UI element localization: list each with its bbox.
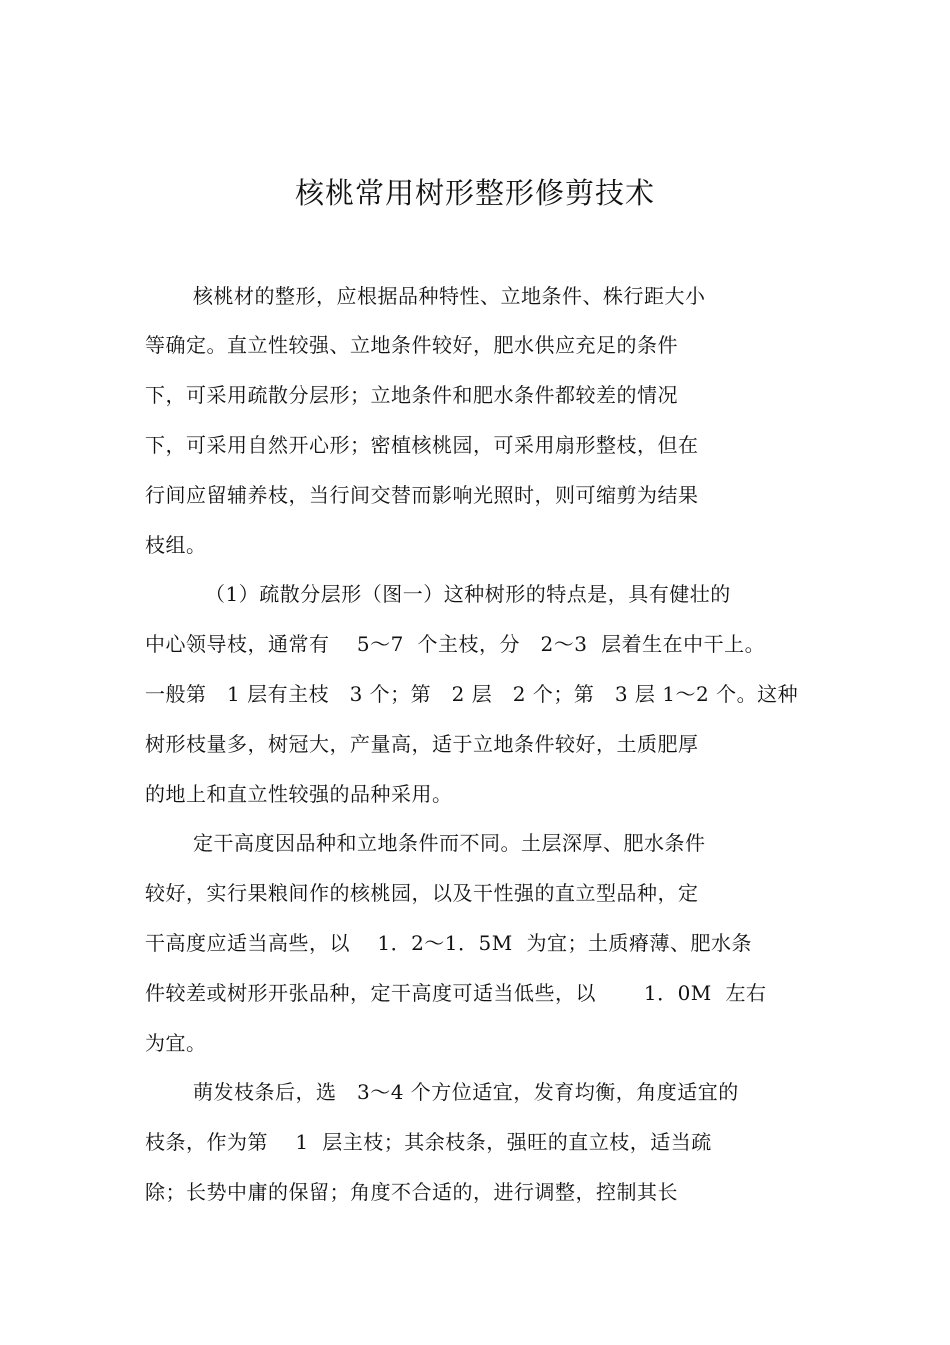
paragraph-line: 树形枝量多，树冠大，产量高，适于立地条件较好，土质肥厚 (145, 732, 699, 756)
paragraph-line: 的地上和直立性较强的品种采用。 (145, 782, 453, 806)
paragraph-line: 萌发枝条后，选 3～4 个方位适宜，发育均衡，角度适宜的 (193, 1080, 739, 1104)
paragraph-line: 核桃材的整形，应根据品种特性、立地条件、株行距大小 (193, 284, 706, 308)
paragraph-line: 等确定。直立性较强、立地条件较好，肥水供应充足的条件 (145, 333, 678, 357)
paragraph-line: 为宜。 (145, 1031, 207, 1055)
paragraph-line: 除；长势中庸的保留；角度不合适的，进行调整，控制其长 (145, 1180, 678, 1204)
paragraph-line: 枝条，作为第 1 层主枝；其余枝条，强旺的直立枝，适当疏 (145, 1130, 712, 1154)
paragraph-line: 较好，实行果粮间作的核桃园，以及干性强的直立型品种，定 (145, 881, 699, 905)
paragraph-line: 枝组。 (145, 533, 207, 557)
paragraph-line: 下，可采用疏散分层形；立地条件和肥水条件都较差的情况 (145, 383, 678, 407)
paragraph-line: 一般第 1 层有主枝 3 个；第 2 层 2 个；第 3 层 1～2 个。这种 (145, 682, 799, 706)
paragraph-line: 中心领导枝，通常有 5～7 个主枝，分 2～3 层着生在中干上。 (145, 632, 766, 656)
paragraph-line: （1）疏散分层形（图一）这种树形的特点是，具有健壮的 (205, 582, 731, 606)
paragraph-line: 定干高度因品种和立地条件而不同。土层深厚、肥水条件 (193, 831, 706, 855)
paragraph-line: 行间应留辅养枝，当行间交替而影响光照时，则可缩剪为结果 (145, 483, 699, 507)
paragraph-line: 件较差或树形开张品种，定干高度可适当低些，以 1．0M 左右 (145, 981, 767, 1005)
paragraph-line: 下，可采用自然开心形；密植核桃园，可采用扇形整枝，但在 (145, 433, 699, 457)
document-title: 核桃常用树形整形修剪技术 (294, 176, 655, 210)
paragraph-line: 干高度应适当高些，以 1．2～1．5M 为宜；土质瘠薄、肥水条 (145, 931, 752, 955)
